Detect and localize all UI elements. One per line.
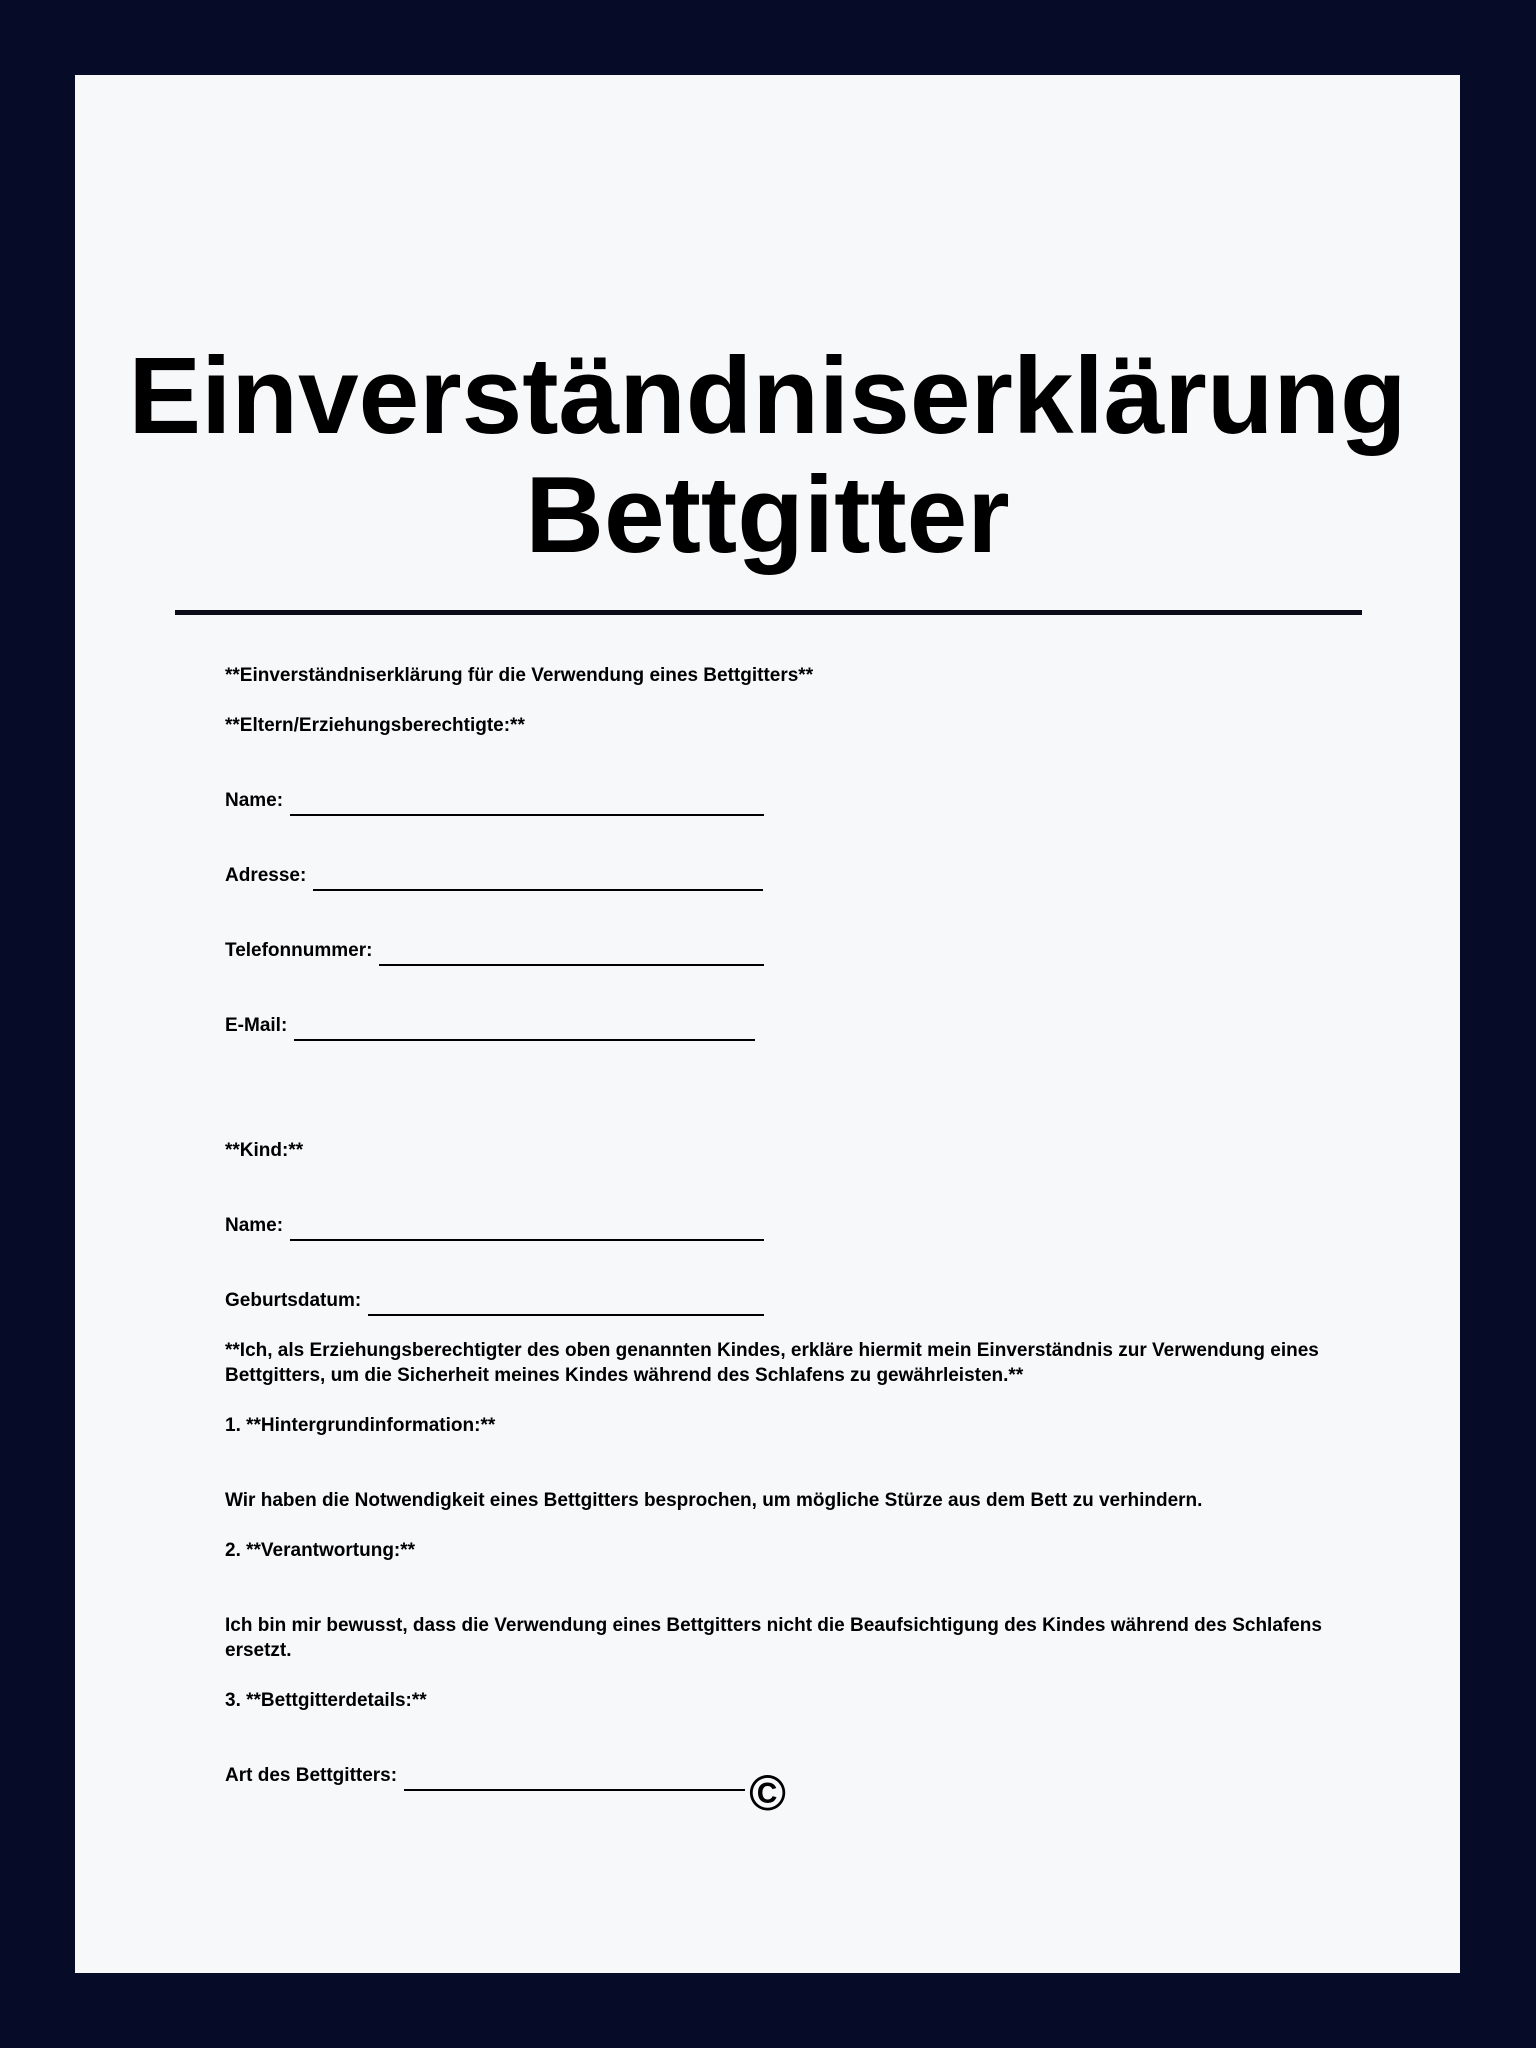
bedrail-type-label: Art des Bettgitters: — [225, 1765, 398, 1786]
parent-name-field — [225, 788, 764, 813]
section2-text: Ich bin mir bewusst, dass die Verwendung eines Bettgitters nicht die Beaufsichtigung des Kindes während des Schlafens ersetzt. — [225, 1615, 1322, 1661]
child-name-blank — [290, 1238, 764, 1241]
parent-name-blank — [290, 813, 764, 816]
parent-address-blank — [313, 888, 763, 891]
title-line-1: Einverständniserklärung — [128, 335, 1407, 457]
copyright-symbol: © — [749, 1765, 786, 1821]
parent-phone-blank — [379, 963, 764, 966]
parent-name-label: Name: — [225, 790, 284, 811]
child-heading: **Kind:** — [225, 1140, 304, 1161]
child-birthdate-field — [225, 1288, 764, 1313]
form-heading: **Einverständniserklärung für die Verwendung eines Bettgitters** — [225, 665, 814, 686]
parents-heading: **Eltern/Erziehungsberechtigte:** — [225, 715, 525, 736]
title-divider — [175, 610, 1362, 615]
title-line-2: Bettgitter — [525, 454, 1010, 576]
child-name-label: Name: — [225, 1215, 284, 1236]
document-title — [75, 337, 1460, 575]
parent-address-label: Adresse: — [225, 865, 307, 886]
child-birthdate-label: Geburtsdatum: — [225, 1290, 362, 1311]
document-page — [75, 75, 1460, 1973]
section3-heading: 3. **Bettgitterdetails:** — [225, 1690, 427, 1711]
child-birthdate-blank — [368, 1313, 764, 1316]
parent-phone-field — [225, 938, 764, 963]
declaration-paragraph: **Ich, als Erziehungsberechtigter des oben genannten Kindes, erkläre hiermit mein Einverständnis zur Verwendung eines Bettgitters, um die Sicherheit meines Kindes während des Schlafens zu gewährleisten.** — [225, 1340, 1319, 1386]
section1-heading: 1. **Hintergrundinformation:** — [225, 1415, 496, 1436]
parent-email-blank — [294, 1038, 755, 1041]
parent-phone-label: Telefonnummer: — [225, 940, 373, 961]
section1-text: Wir haben die Notwendigkeit eines Bettgitters besprochen, um mögliche Stürze aus dem Bett zu verhindern. — [225, 1490, 1203, 1511]
parent-address-field — [225, 863, 763, 888]
parent-email-field — [225, 1013, 755, 1038]
parent-email-label: E-Mail: — [225, 1015, 288, 1036]
section2-heading: 2. **Verantwortung:** — [225, 1540, 416, 1561]
child-name-field — [225, 1213, 764, 1238]
